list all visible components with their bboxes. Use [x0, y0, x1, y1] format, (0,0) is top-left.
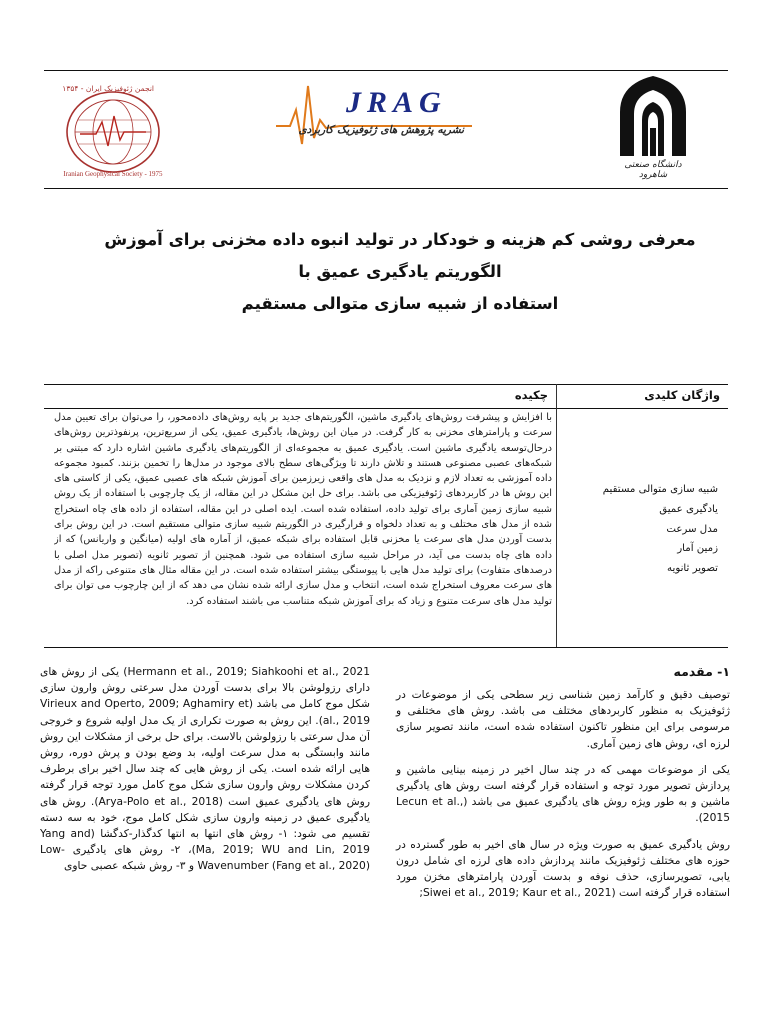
intro-paragraph-2: یکی از موضوعات مهمی که در چند سال اخیر در زمینه بینایی ماشین و پردازش تصویر مورد توجه و استفاده قرار گرفته است روش های یادگیری ماشین و به طور ویژه روش های یادگیری عمیق می باشد (Lecun et al., 2015).: [396, 762, 730, 825]
table-header-rule: [44, 408, 728, 409]
logo-text-top: انجمن ژئوفیزیک ایران - ۱۳۵۴: [62, 84, 154, 93]
abstract-text: با افزایش و پیشرفت روش‌های یادگیری ماشین، الگوریتم‌های جدید بر پایه روش‌های داده‌محور، را می‌توان برای تعیین مدل سرعت و پارامترهای مخزنی به کار گرفت. در میان این روش‌ها، یادگیری عمیق، یکی از سریع‌ترین، پرنفوذترین روش‌های درحال‌توسعه یادگیری ماشین است. یادگیری عمیق به مجموعه‌ای از الگوریتم‌های یادگیری ماشین اشاره دارد که مبتنی بر شبکه‌های عصبی مصنوعی هستند و تلاش دارند تا ویژگی‌های سطح بالای موجود در مدل‌ها را تخمین بزنند. کمبود مجموعه داده آموزشی به تعداد لازم و نزدیک به مدل های واقعی زیرزمین برای آموزش شبکه های عصبی عمیق، یکی از کاستی های این روش ها در کاربردهای ژئوفیزیکی می باشد. برای حل این مشکل در این مقاله، از یک چارچوبی با استفاده از یک روش شبیه سازی زمین آماری برای تولید داده، استفاده شده است. ایده اصلی در این مقاله، استفاده از داده های چاه استخراج شده از مدل های مختلف و به تعداد دلخواه و قرارگیری در الگوریتم شبیه سازی متوالی مستقیم است. در این روش برای بدست آوردن مدل های سرعت یا مخزنی قابل استفاده برای شبکه عمیق، از آماره های اولیه (میانگین و واریانس) که از داده های چاه بدست می آید، در مراحل شبیه سازی استفاده می شود. همچنین از تصویر ثانویه (تصویر مدل اصلی با درصدهای متفاوت) برای تولید مدل هایی با پیوستگی بیشتر استفاده شده است. در این مقاله مثال های متنوعی راکه از مدل های سرعت معروف استخراج شده است، انتخاب و مدل سازی ارائه شده نشان می دهد که از این چارچوب می توان برای تولید مدل های سرعت متنوع و زیاد که برای آموزش شبکه متناسب می باشند استفاده کرد.: [54, 412, 552, 607]
journal-logo: [276, 80, 472, 160]
geophysical-society-logo: [58, 82, 168, 182]
logo-text-bottom: Iranian Geophysical Society - 1975: [63, 170, 163, 178]
abstract-heading: چکیده: [514, 388, 548, 402]
keywords-list: [568, 480, 718, 579]
paper-title: [90, 224, 710, 320]
introduction-heading: ۱- مقدمه: [673, 664, 730, 679]
header-top-rule: [44, 70, 728, 71]
keyword-item: زمین آمار: [677, 543, 718, 555]
keyword-item: شبیه سازی متوالی مستقیم: [602, 484, 718, 495]
table-top-rule: [44, 384, 728, 385]
journal-name: JRAG: [346, 86, 447, 119]
university-name: دانشگاه صنعتی شاهرود: [624, 160, 682, 180]
keyword-item: مدل سرعت: [666, 523, 718, 535]
globe-icon: [58, 82, 168, 182]
keyword-item: یادگیری عمیق: [659, 503, 718, 515]
table-divider: [556, 384, 557, 647]
title-line-2: استفاده از شبیه سازی متوالی مستقیم: [241, 294, 559, 313]
keywords-heading: واژگان کلیدی: [644, 388, 720, 402]
keyword-item: تصویر ثانویه: [667, 563, 718, 575]
table-bottom-rule: [44, 647, 728, 648]
university-emblem-icon: [612, 72, 694, 158]
introduction-section: [396, 664, 730, 911]
left-column-text: Hermann et al., 2019; Siahkoohi et al., 2021) یکی از روش های دارای رزولوشن بالا برای بدست آوردن مدل سرعتی روش وارون سازی شکل موج کامل می باشد (Virieux and Operto, 2009; Aghamiry et al., 2019). این روش به صورت تکراری از یک مدل اولیه شروع و خروجی آن مدل سرعتی با رزولوشن بالاست. برای حل برخی از مشکلات این روش مانند وابستگی به مدل سرعت اولیه، بد وضع بودن و پرش دوره، روش هایی ارائه شده است. یکی از روش هایی که چند سال اخیر برای برطرف کردن مشکلات روش وارون سازی شکل موج کامل مورد توجه قرار گرفته روش های یادگیری عمیق است (Arya-Polo et al., 2018). روش های یادگیری عمیق در زمینه وارون سازی شکل کامل موج، خود به سه دسته تقسیم می شود: ۱- روش های انتها به انتها کدگذار-کدگشا (Yang and Ma, 2019; WU and Lin, 2019)، ۲- روش های یادگیری Low-Wavenumber (Fang et al., 2020) و ۳- روش شبکه عصبی حاوی: [40, 665, 370, 873]
journal-subtitle: نشریه پژوهش های ژئوفیزیک کاربردی: [298, 124, 464, 136]
header-bottom-rule: [44, 188, 728, 189]
university-logo: [612, 72, 694, 180]
intro-paragraph-3: روش یادگیری عمیق به صورت ویژه در سال های اخیر به طور گسترده در حوزه های مختلف ژئوفیزیک مانند پردازش داده های لرزه ای شامل درون یابی، تصویرسازی، حذف نوفه و بدست آوردن پارامترهای مخزن مورد استفاده قرار گرفته است (Siwei et al., 2019; Kaur et al., 2021;: [396, 837, 730, 900]
intro-paragraph-1: توصیف دقیق و کارآمد زمین شناسی زیر سطحی یکی از موضوعات در ژئوفیزیک به منظور کاربردهای مختلف می باشد. روش های مختلفی و مرسومی برای این منظور تاکنون استفاده شده است، مانند تصویر سازی لرزه ای، روش های زمین آماری.: [396, 688, 730, 750]
title-line-1: معرفی روشی کم هزینه و خودکار در تولید انبوه داده مخزنی برای آموزش الگوریتم یادگیری عمیق با: [104, 230, 696, 281]
